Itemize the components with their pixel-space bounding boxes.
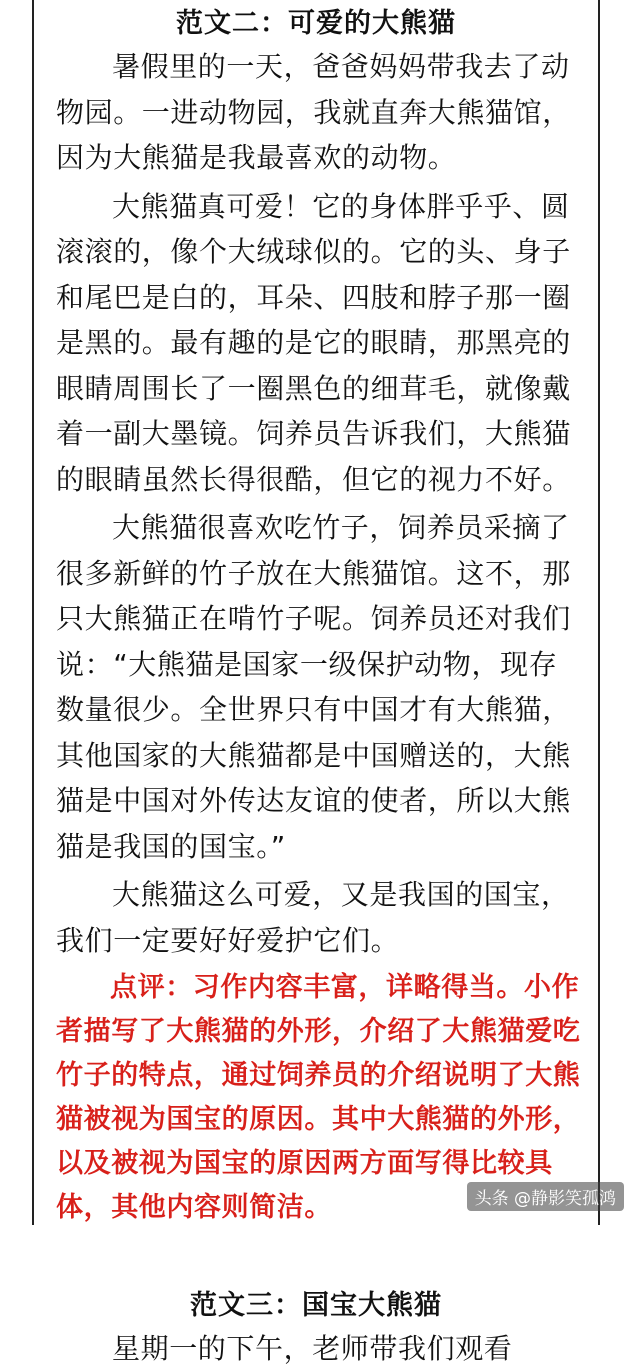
essay2-paragraph-4: 大熊猫这么可爱，又是我国的国宝，我们一定要好好爱护它们。	[56, 878, 570, 957]
essay2-title: 范文二：可爱的大熊猫	[176, 8, 456, 39]
essay2-paragraph-1: 暑假里的一天，爸爸妈妈带我去了动物园。一进动物园，我就直奔大熊猫馆，因为大熊猫是我最喜欢的动物。	[56, 50, 571, 174]
source-watermark: 头条 @静影笑孤鸿	[467, 1182, 624, 1211]
essay2-review: 点评：习作内容丰富，详略得当。小作者描写了大熊猫的外形，介绍了大熊猫爱吃竹子的特点，通过饲养员的介绍说明了大熊猫被视为国宝的原因。其中大熊猫的外形，以及被视为国宝的原因两方面写得比较具体，其他内容则简洁。	[56, 972, 581, 1223]
essay3-first-line: 星期一的下午，老师带我们观看	[112, 1332, 513, 1365]
essay2-paragraph-2: 大熊猫真可爱！它的身体胖乎乎、圆滚滚的，像个大绒球似的。它的头、身子和尾巴是白的，耳朵、四肢和脖子那一圈是黑的。最有趣的是它的眼睛，那黑亮的眼睛周围长了一圈黑色的细茸毛，就像戴着一副大墨镜。饲养员告诉我们，大熊猫的眼睛虽然长得很酷，但它的视力不好。	[56, 189, 571, 496]
essay2-paragraph-3: 大熊猫很喜欢吃竹子，饲养员采摘了很多新鲜的竹子放在大熊猫馆。这不，那只大熊猫正在啃竹子呢。饲养员还对我们说：“大熊猫是国家一级保护动物，现存数量很少。全世界只有中国才有大熊猫，其他国家的大熊猫都是中国赠送的，大熊猫是中国对外传达友谊的使者，所以大熊猫是我国的国宝。”	[56, 511, 571, 863]
document-page	[32, 0, 600, 1365]
essay3-title: 范文三：国宝大熊猫	[190, 1290, 442, 1321]
